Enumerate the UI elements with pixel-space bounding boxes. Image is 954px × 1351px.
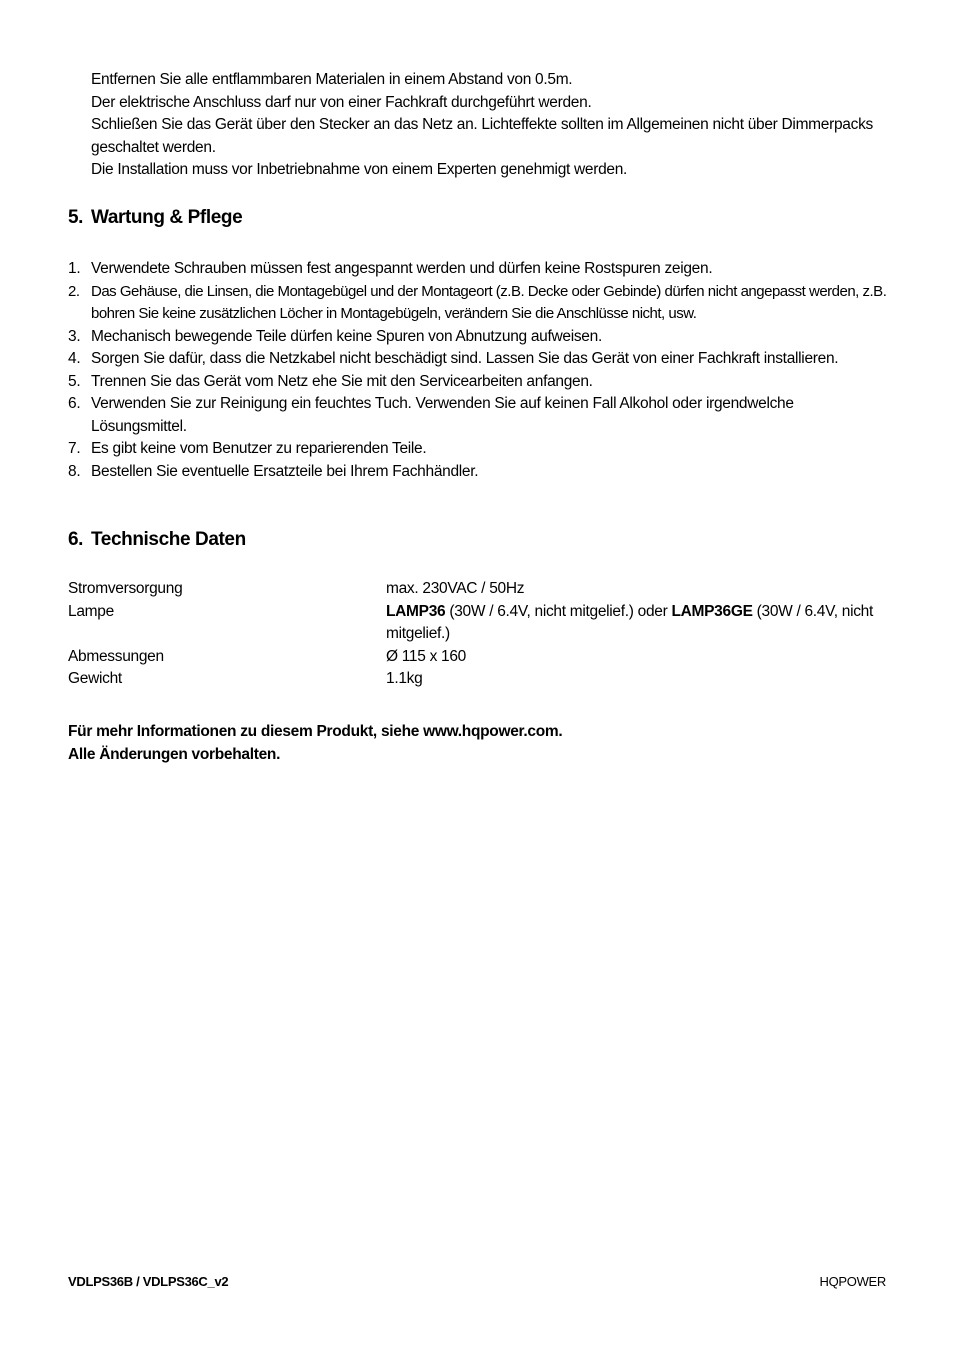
list-number: 2. — [68, 282, 80, 300]
list-item — [68, 348, 888, 371]
list-text: Verwenden Sie zur Reinigung ein feuchtes Tuch. Verwenden Sie auf keinen Fall Alkohol oder irgendwelche Lösungsmittel. — [91, 395, 794, 435]
list-text: Es gibt keine vom Benutzer zu reparierenden Teile. — [91, 440, 427, 457]
spec-value: max. 230VAC / 50Hz — [386, 580, 525, 597]
list-text: Trennen Sie das Gerät vom Netz ehe Sie mit den Servicearbeiten anfangen. — [91, 372, 593, 390]
spec-label: Gewicht — [68, 670, 122, 687]
intro-paragraphs — [91, 69, 891, 182]
section-title: Technische Daten — [91, 529, 246, 550]
list-number: 4. — [68, 350, 81, 367]
spec-value: 1.1kg — [386, 670, 423, 687]
spec-row-power — [68, 578, 888, 601]
section-number: 5. — [68, 207, 84, 228]
list-text: Verwendete Schrauben müssen fest angespannt werden und dürfen keine Rostspuren zeigen. — [91, 260, 713, 277]
list-text: Das Gehäuse, die Linsen, die Montagebügel und der Montageort (z.B. Decke oder Gebinde) dürfen nicht angepasst werden, z.B. bohren Sie keine zusätzlichen Löcher in Montagebügeln, verändern Sie die Anschlüsse nicht, usw. — [91, 282, 887, 322]
list-number: 3. — [68, 327, 81, 345]
intro-line: Entfernen Sie alle entflammbaren Materialen in einem Abstand von 0.5m. — [91, 71, 573, 88]
section-heading-technical-data — [68, 528, 246, 552]
list-item — [68, 371, 888, 394]
footer-model-version: VDLPS36B / VDLPS36C_v2 — [68, 1274, 229, 1289]
list-text: Bestellen Sie eventuelle Ersatzteile bei Ihrem Fachhändler. — [91, 462, 479, 480]
lamp-model: LAMP36GE — [671, 602, 753, 620]
list-text: Mechanisch bewegende Teile dürfen keine Spuren von Abnutzung aufweisen. — [91, 327, 602, 345]
intro-line: Der elektrische Anschluss darf nur von einer Fachkraft durchgeführt werden. — [91, 93, 592, 111]
spec-label: Lampe — [68, 602, 114, 620]
list-number: 7. — [68, 440, 81, 457]
maintenance-list — [68, 258, 888, 483]
section-heading-maintenance — [68, 206, 242, 230]
footer-brand: HQPOWER — [819, 1274, 886, 1289]
spec-row-weight — [68, 668, 888, 691]
list-number: 8. — [68, 462, 81, 480]
spec-row-dimensions — [68, 646, 888, 669]
info-note-line: Alle Änderungen vorbehalten. — [68, 745, 281, 763]
lamp-detail: (30W / 6.4V, nicht mitgelief.) — [386, 602, 873, 642]
spec-label: Stromversorgung — [68, 580, 183, 597]
spec-value: Ø 115 x 160 — [386, 647, 466, 665]
list-item — [68, 461, 888, 484]
list-item — [68, 281, 888, 326]
list-number: 6. — [68, 395, 81, 412]
info-note-line: Für mehr Informationen zu diesem Produkt, siehe www.hqpower.com. — [68, 723, 563, 740]
list-item — [68, 326, 888, 349]
section-title: Wartung & Pflege — [91, 207, 243, 228]
intro-line: Die Installation muss vor Inbetriebnahme von einem Experten genehmigt werden. — [91, 161, 628, 178]
list-number: 1. — [68, 260, 81, 277]
list-item — [68, 438, 888, 461]
lamp-model: LAMP36 — [386, 602, 446, 620]
intro-line: Schließen Sie das Gerät über den Stecker an das Netz an. Lichteffekte sollten im Allgemeinen nicht über Dimmerpacks geschaltet werden. — [91, 116, 873, 156]
spec-value — [386, 601, 888, 646]
spec-table — [68, 578, 888, 691]
list-number: 5. — [68, 372, 81, 390]
list-item — [68, 393, 888, 438]
section-number: 6. — [68, 529, 84, 550]
spec-row-lamp — [68, 601, 888, 646]
lamp-detail: (30W / 6.4V, nicht mitgelief.) oder — [445, 602, 672, 620]
spec-label: Abmessungen — [68, 647, 164, 665]
list-item — [68, 258, 888, 281]
list-text: Sorgen Sie dafür, dass die Netzkabel nicht beschädigt sind. Lassen Sie das Gerät von einer Fachkraft installieren. — [91, 350, 839, 367]
info-note — [68, 721, 888, 766]
